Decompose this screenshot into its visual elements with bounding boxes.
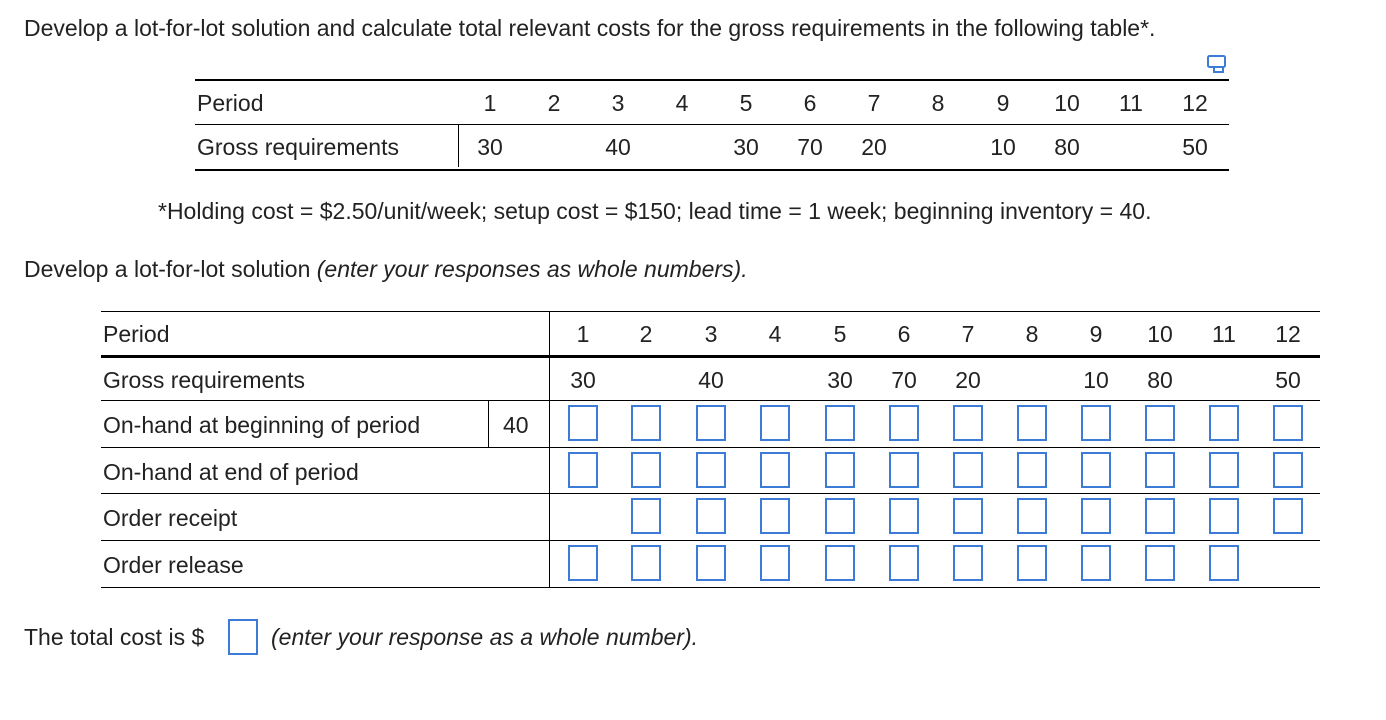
lot-for-lot-table: [101, 311, 1320, 589]
order-receipt-input-6[interactable]: [889, 498, 919, 534]
on-hand-end-input-11[interactable]: [1209, 452, 1239, 488]
order-receipt-input-11[interactable]: [1209, 498, 1239, 534]
on-hand-end-input-5[interactable]: [825, 452, 855, 488]
table1-gross-10: 80: [1054, 134, 1080, 160]
period-header-3: 3: [704, 321, 718, 347]
on-hand-end-input-4[interactable]: [760, 452, 790, 488]
row-label-order-receipt: Order receipt: [103, 505, 238, 531]
on-hand-begin-input-3[interactable]: [696, 405, 726, 441]
gross-value-5: 30: [827, 367, 853, 393]
period-header-5: 5: [833, 321, 847, 347]
on-hand-begin-input-2[interactable]: [631, 405, 661, 441]
instruction: [24, 256, 748, 283]
table1-gross-9: 10: [990, 134, 1016, 160]
order-release-input-1[interactable]: [568, 545, 598, 581]
gross-requirements-table: [195, 79, 1229, 171]
table1-period-4: 4: [675, 90, 689, 116]
gross-value-3: 40: [698, 367, 724, 393]
order-release-input-9[interactable]: [1081, 545, 1111, 581]
order-receipt-input-5[interactable]: [825, 498, 855, 534]
on-hand-end-input-9[interactable]: [1081, 452, 1111, 488]
order-receipt-input-10[interactable]: [1145, 498, 1175, 534]
on-hand-begin-input-12[interactable]: [1273, 405, 1303, 441]
table1-period-10: 10: [1054, 90, 1080, 116]
order-receipt-input-12[interactable]: [1273, 498, 1303, 534]
on-hand-end-input-10[interactable]: [1145, 452, 1175, 488]
table1-period-5: 5: [739, 90, 753, 116]
order-release-input-6[interactable]: [889, 545, 919, 581]
order-release-input-3[interactable]: [696, 545, 726, 581]
table1-period-2: 2: [547, 90, 561, 116]
on-hand-end-input-7[interactable]: [953, 452, 983, 488]
table1-period-7: 7: [867, 90, 881, 116]
intro-text: Develop a lot-for-lot solution and calculate total relevant costs for the gross requirements in the following table*.: [24, 15, 1156, 41]
table1-gross-6: 70: [797, 134, 823, 160]
total-prefix: The total cost is $: [24, 624, 205, 650]
on-hand-begin-input-4[interactable]: [760, 405, 790, 441]
period-header-12: 12: [1275, 321, 1301, 347]
table1-period-8: 8: [931, 90, 945, 116]
on-hand-begin-input-11[interactable]: [1209, 405, 1239, 441]
order-release-input-7[interactable]: [953, 545, 983, 581]
order-receipt-input-8[interactable]: [1017, 498, 1047, 534]
row-label-on-hand-begin: On-hand at beginning of period: [103, 412, 421, 438]
table1-period-1: 1: [483, 90, 497, 116]
period-header-10: 10: [1147, 321, 1173, 347]
order-receipt-input-7[interactable]: [953, 498, 983, 534]
order-release-input-4[interactable]: [760, 545, 790, 581]
gross-value-10: 80: [1147, 367, 1173, 393]
total-suffix: (enter your response as a whole number).: [271, 624, 698, 650]
order-release-input-8[interactable]: [1017, 545, 1047, 581]
on-hand-begin-input-1[interactable]: [568, 405, 598, 441]
period-header-8: 8: [1025, 321, 1039, 347]
table1-period-12: 12: [1182, 90, 1208, 116]
on-hand-begin-input-6[interactable]: [889, 405, 919, 441]
gross-value-1: 30: [570, 367, 596, 393]
period-header-4: 4: [768, 321, 782, 347]
table1-gross-5: 30: [733, 134, 759, 160]
row-label-period: Period: [103, 321, 170, 347]
on-hand-begin-input-9[interactable]: [1081, 405, 1111, 441]
order-receipt-input-4[interactable]: [760, 498, 790, 534]
table1-gross-12: 50: [1182, 134, 1208, 160]
on-hand-end-input-6[interactable]: [889, 452, 919, 488]
row-label-order-release: Order release: [103, 552, 244, 578]
on-hand-end-input-8[interactable]: [1017, 452, 1047, 488]
table1-period-11: 11: [1119, 90, 1143, 116]
table1-gross-7: 20: [861, 134, 887, 160]
instruction-text: Develop a lot-for-lot solution: [24, 256, 317, 282]
period-header-7: 7: [961, 321, 975, 347]
on-hand-end-input-3[interactable]: [696, 452, 726, 488]
period-header-9: 9: [1089, 321, 1103, 347]
order-receipt-input-3[interactable]: [696, 498, 726, 534]
order-receipt-input-9[interactable]: [1081, 498, 1111, 534]
order-release-input-5[interactable]: [825, 545, 855, 581]
on-hand-begin-input-7[interactable]: [953, 405, 983, 441]
gross-value-6: 70: [891, 367, 917, 393]
on-hand-end-input-2[interactable]: [631, 452, 661, 488]
on-hand-end-input-12[interactable]: [1273, 452, 1303, 488]
period-header-1: 1: [576, 321, 590, 347]
gross-value-9: 10: [1083, 367, 1109, 393]
order-release-input-10[interactable]: [1145, 545, 1175, 581]
on-hand-begin-input-10[interactable]: [1145, 405, 1175, 441]
row-label-on-hand-end: On-hand at end of period: [103, 459, 359, 485]
period-header-11: 11: [1212, 321, 1236, 347]
gross-value-12: 50: [1275, 367, 1301, 393]
table1-gross-3: 40: [605, 134, 631, 160]
on-hand-begin-input-5[interactable]: [825, 405, 855, 441]
gross-label: Gross requirements: [197, 134, 399, 160]
order-release-input-11[interactable]: [1209, 545, 1239, 581]
footnote: *Holding cost = $2.50/unit/week; setup cost = $150; lead time = 1 week; beginning inventory = 40.: [158, 198, 1152, 224]
total-line: [24, 624, 204, 651]
table1-period-6: 6: [803, 90, 817, 116]
period-header-2: 2: [639, 321, 653, 347]
initial-on-hand-value: 40: [503, 412, 529, 438]
order-release-input-2[interactable]: [631, 545, 661, 581]
table1-gross-1: 30: [477, 134, 503, 160]
table1-period-9: 9: [996, 90, 1010, 116]
total-cost-input[interactable]: [228, 619, 258, 655]
row-label-gross: Gross requirements: [103, 367, 305, 393]
gross-value-7: 20: [955, 367, 981, 393]
order-receipt-input-2[interactable]: [631, 498, 661, 534]
instruction-italic: (enter your responses as whole numbers).: [316, 256, 748, 282]
period-label: Period: [197, 90, 264, 116]
on-hand-begin-input-8[interactable]: [1017, 405, 1047, 441]
on-hand-end-input-1[interactable]: [568, 452, 598, 488]
period-header-6: 6: [897, 321, 911, 347]
copy-icon[interactable]: [1206, 53, 1228, 75]
table1-period-3: 3: [611, 90, 625, 116]
